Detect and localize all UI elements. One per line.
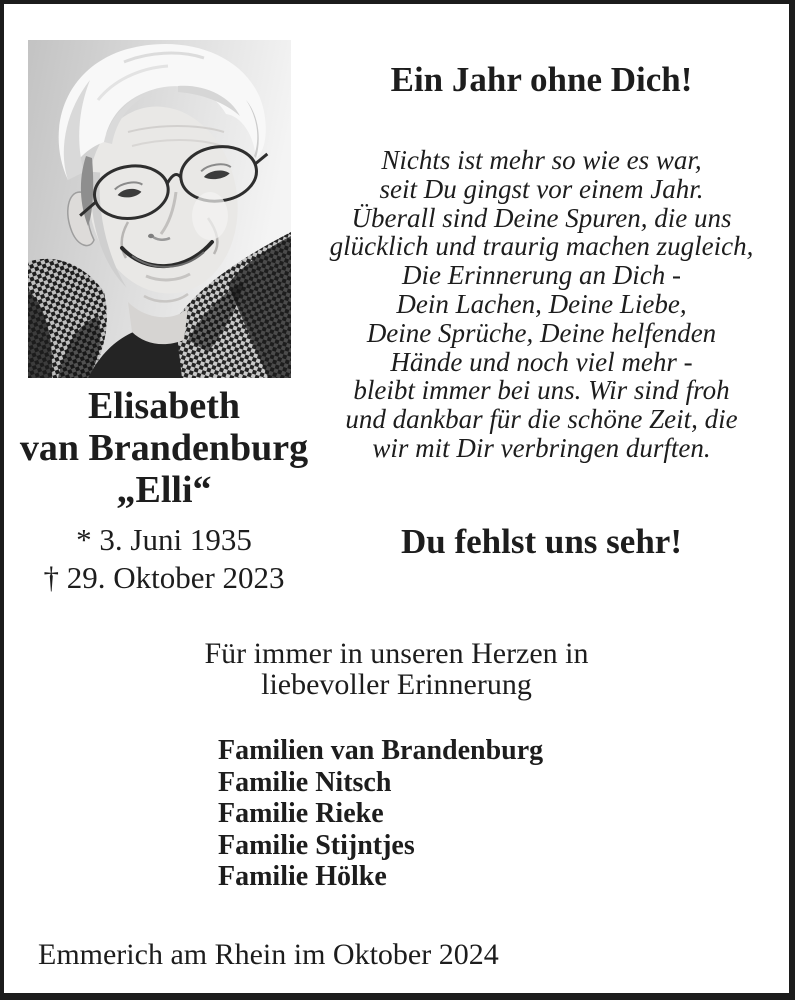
memorial-poem xyxy=(299,146,784,463)
poem-line: Nichts ist mehr so wie es war, xyxy=(381,145,702,175)
portrait-photo-drawing xyxy=(28,40,291,378)
family-entry: Familie Nitsch xyxy=(218,766,392,798)
poem-line: Hände und noch viel mehr - xyxy=(390,346,693,377)
remembrance-block xyxy=(4,638,789,700)
poem-line: wir mit Dir verbringen durften. xyxy=(372,432,711,463)
remembrance-line: Für immer in unseren Herzen in xyxy=(204,637,589,670)
missing-you-line: Du fehlst uns sehr! xyxy=(400,522,682,561)
poem-line: Deine Sprüche, Deine helfenden xyxy=(366,317,717,348)
family-entry: Familie Rieke xyxy=(218,798,384,830)
remembrance-line: liebevoller Erinnerung xyxy=(261,668,532,701)
deceased-first-name: Elisabeth xyxy=(87,385,241,427)
birth-date: * 3. Juni 1935 xyxy=(76,522,252,557)
family-entry: Familie Stijntjes xyxy=(218,829,415,861)
portrait-photo xyxy=(28,40,291,378)
poem-line: Überall sind Deine Spuren, die uns xyxy=(351,202,732,233)
poem-line: glücklich und traurig machen zugleich, xyxy=(329,231,754,262)
poem-line: und dankbar für die schöne Zeit, die xyxy=(345,404,738,435)
poem-line: Dein Lachen, Deine Liebe, xyxy=(396,288,687,319)
families-list xyxy=(218,735,543,893)
death-date: † 29. Oktober 2023 xyxy=(43,560,285,595)
poem-line: bleibt immer bei uns. Wir sind froh xyxy=(353,375,730,406)
deceased-last-name: van Brandenburg xyxy=(19,427,309,469)
headline: Ein Jahr ohne Dich! xyxy=(390,60,693,99)
family-entry: Familie Hölke xyxy=(218,861,387,893)
place-and-date: Emmerich am Rhein im Oktober 2024 xyxy=(38,938,499,971)
life-dates xyxy=(4,521,324,597)
deceased-nickname: „Elli“ xyxy=(116,469,212,511)
family-entry: Familien van Brandenburg xyxy=(218,735,544,766)
deceased-name-block xyxy=(4,385,324,597)
poem-line: seit Du gingst vor einem Jahr. xyxy=(379,173,704,204)
poem-line: Die Erinnerung an Dich - xyxy=(402,260,681,291)
